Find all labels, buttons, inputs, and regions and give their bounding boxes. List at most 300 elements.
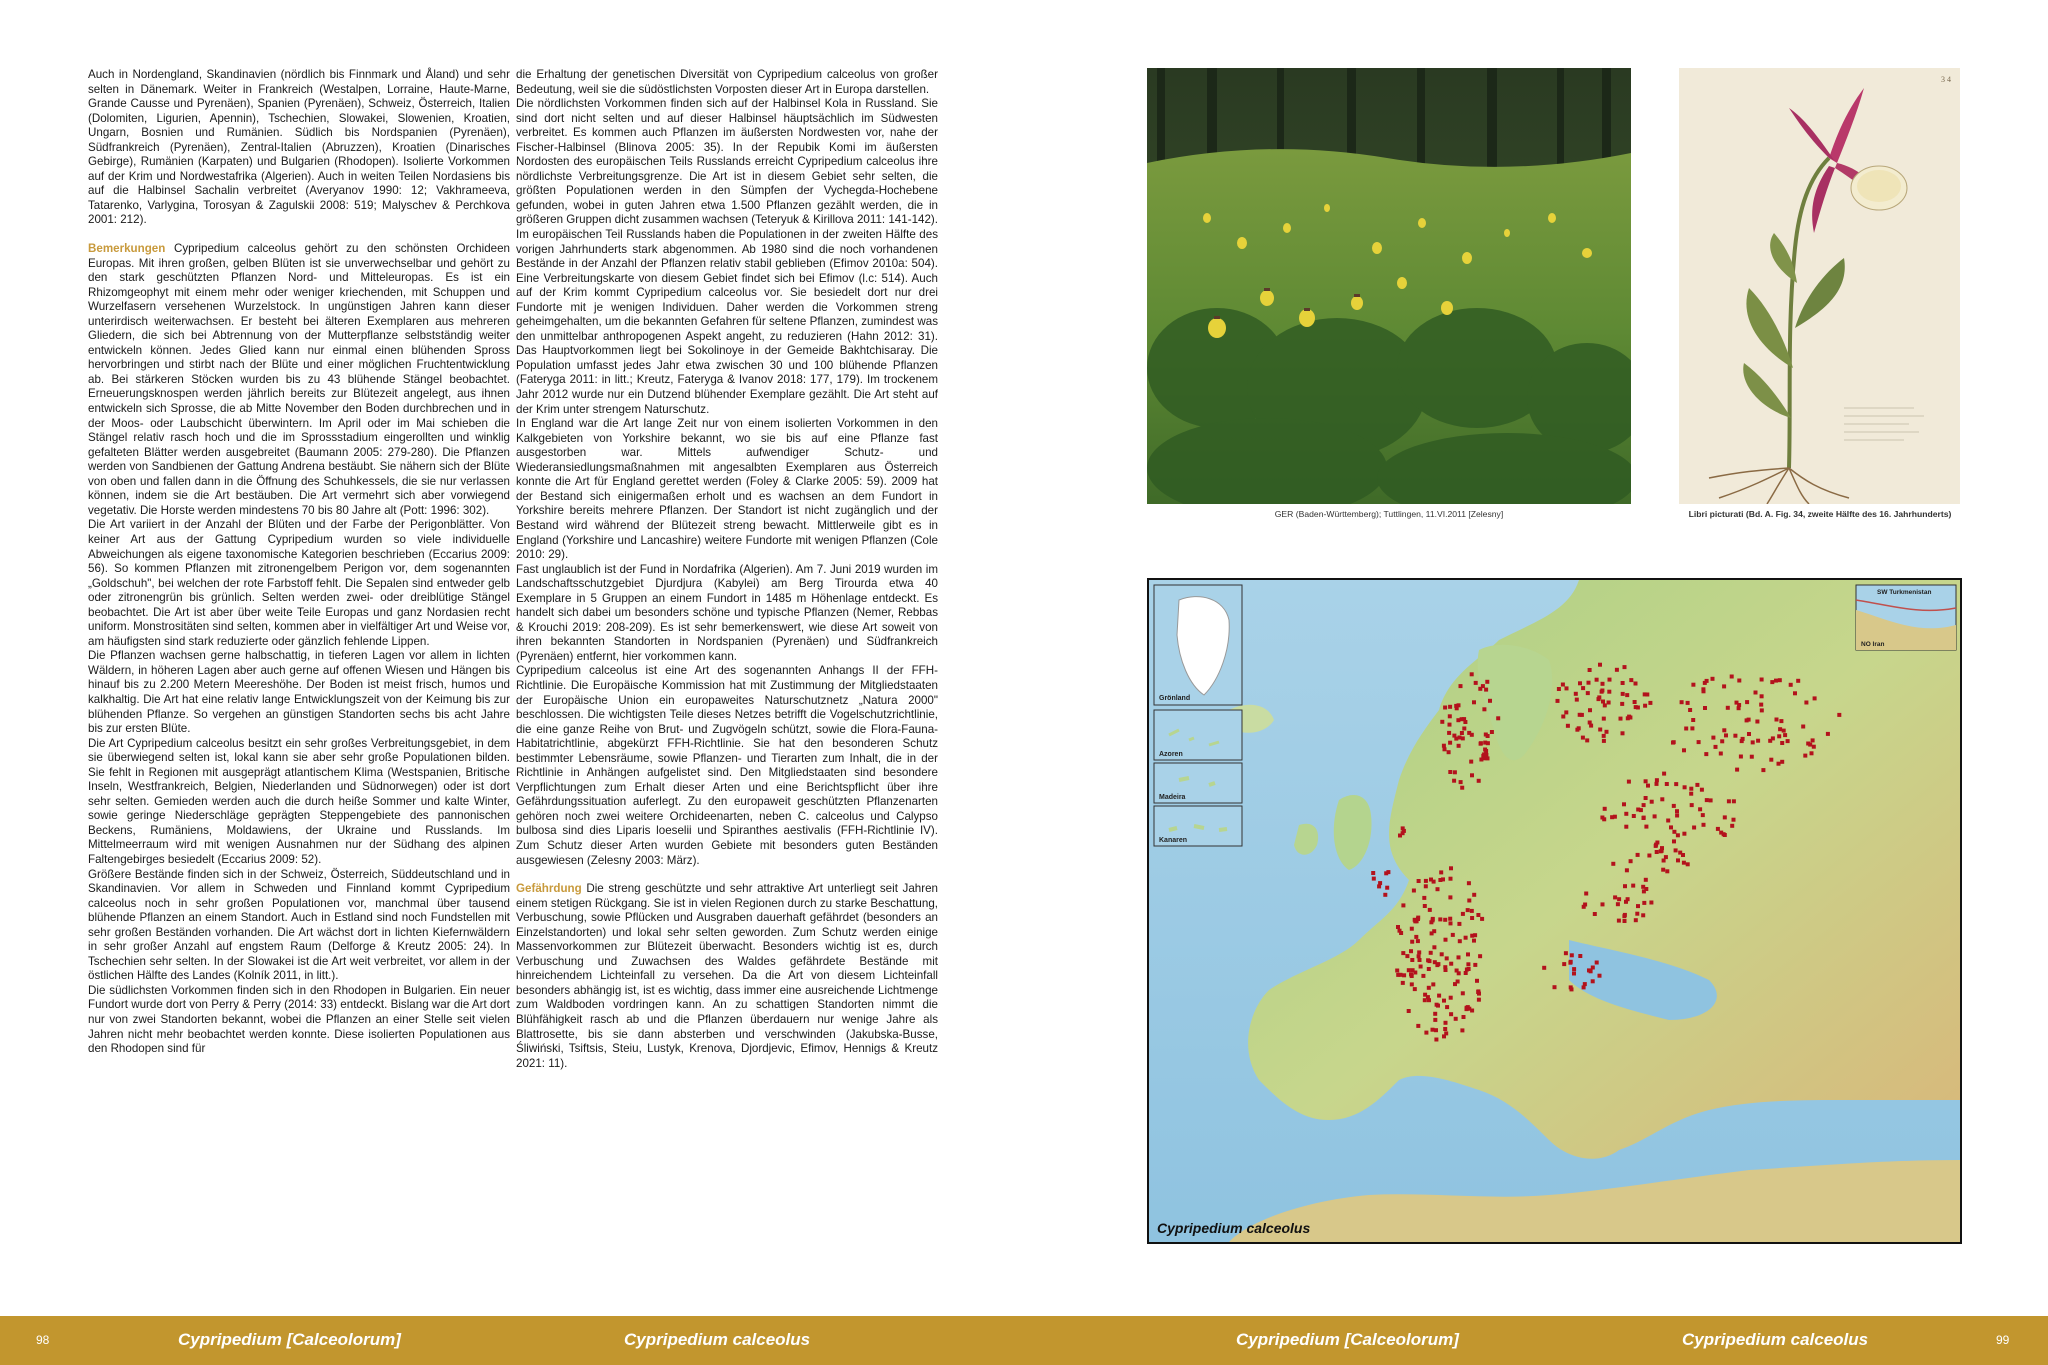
occurrence-dot	[1711, 677, 1715, 681]
occurrence-dot	[1575, 728, 1579, 732]
occurrence-dot	[1575, 698, 1579, 702]
occurrence-dot	[1653, 814, 1657, 818]
occurrence-dot	[1570, 987, 1574, 991]
occurrence-dot	[1607, 690, 1611, 694]
occurrence-dot	[1461, 991, 1465, 995]
occurrence-dot	[1674, 782, 1678, 786]
occurrence-dot	[1424, 884, 1428, 888]
occurrence-dot	[1760, 708, 1764, 712]
occurrence-dot	[1464, 971, 1468, 975]
occurrence-dot	[1434, 1028, 1438, 1032]
occurrence-dot	[1398, 834, 1402, 838]
occurrence-dot	[1714, 745, 1718, 749]
occurrence-dot	[1804, 701, 1808, 705]
occurrence-dot	[1803, 754, 1807, 758]
occurrence-dot	[1711, 736, 1715, 740]
paragraph-distribution: Auch in Nordengland, Skandinavien (nördlich bis Finnmark und Åland) und sehr selten in Dänemark. Weiter in Frankreich (Westalpen, Lorraine, Haute-Marne, Grande Causse und Pyrenäen), Spanien (Pyrenäen), Schweiz, Österreich, Italien (Dolomiten, Ligurien, Apennin), Tschechien, Slowakei, Slowenien, Kroatien, Ungarn, Bosnien und Rumänien. Südlich bis Nordspanien (Pyrenäen), Südfrankreich (Pyrenäen), Zentral-Italien (Abruzzen), Kroatien (Dinarisches Gebirge), Rumänien (Karpaten) und Bulgarien (Rhodopen). Isolierte Vorkommen auf der Krim und Nordwestafrika (Algerien). Auch in weiten Teilen Nordasiens bis auf die Halbinsel Sachalin verbreitet (Averyanov 1990: 12; Vakhrameeva, Tatarenko, Varlygina, Torosyan & Zagulskii 2008: 519; Malyschev & Perchkova 2001: 212).	[88, 68, 510, 227]
occurrence-dot	[1433, 1018, 1437, 1022]
occurrence-dot	[1553, 985, 1557, 989]
occurrence-dot	[1460, 786, 1464, 790]
occurrence-dot	[1624, 825, 1628, 829]
occurrence-dot	[1632, 814, 1636, 818]
occurrence-dot	[1676, 833, 1680, 837]
occurrence-dot	[1430, 931, 1434, 935]
occurrence-dot	[1447, 750, 1451, 754]
occurrence-dot	[1470, 1009, 1474, 1013]
occurrence-dot	[1813, 696, 1817, 700]
occurrence-dot	[1598, 974, 1602, 978]
occurrence-dot	[1477, 779, 1481, 783]
occurrence-dot	[1622, 914, 1626, 918]
paragraph-ffh: Cypripedium calceolus ist eine Art des sogenannten Anhangs II der FFH-Richtlinie. Die Europäische Kommission hat mit Zustimmung der Mitgliedstaaten der Europäische Union ein europaweites Naturschutznetz „Natura 2000" beschlossen. Die wichtigsten Teile dieses Netzes betrifft die Vogelschutzrichtlinie, die eine ganze Reihe von Brut- und Zugvögeln schützt, sowie die Flora-Fauna-Habitatrichtlinie, abgekürzt FFH-Richtlinie. Sie hat den besonderen Schutz bestimmter Lebensräume, sowie Pflanzen- und Tierarten zum Inhalt, die in der Richtlinie in Anhängen aufgelistet sind. Den Mitgliedstaaten sind besondere Verpflichtungen zum Erhalt dieser Arten und eine Berichtspflicht über ihre Gefährdungssituation auferlegt. Zu den europaweit geschützten Pflanzenarten gehören noch zwei weitere Orchideenarten, neben C. calceolus und Calypso bulbosa sind dies Liparis loeselii und Spiranthes aestivalis (FFH-Richtlinie IV). Zum Schutz dieser Arten wurden Gebiete mit besonders guten Beständen ausgewiesen (Zelesny 2003: März).	[516, 664, 938, 867]
inset-label-iran: NO Iran	[1861, 641, 1885, 648]
occurrence-dot	[1631, 884, 1635, 888]
occurrence-dot	[1448, 741, 1452, 745]
occurrence-dot	[1444, 1031, 1448, 1035]
occurrence-dot	[1448, 723, 1452, 727]
occurrence-dot	[1655, 782, 1659, 786]
occurrence-dot	[1467, 899, 1471, 903]
paragraph-kola: Die nördlichsten Vorkommen finden sich auf der Halbinsel Kola in Russland. Sie sind dort nicht selten und auf dieser Halbinsel häuptsächlich im Südwesten verbreitet. Es kommen auch Pflanzen im äußersten Nordwesten vor, nahe der Fischer-Halbinsel (Blinova 2005: 35). In der Repubik Komi im äußersten Nordosten des europäischen Teils Russlands erreicht Cypripedium calceolus ihre nördlichste Verbreitungsgrenze. Die Art ist in diesem Gebiet sehr selten, die größten Populationen werden in den Sümpfen der Vychegda-Hochebene gefunden, wobei in guten Jahren etwa 1.500 Pflanzen gezählt werden, die in größeren Gruppen dicht zusammen wachsen (Teteryuk & Kirillova 2011: 141-142). Im europäischen Teil Russlands haben die Populationen in der zweiten Hälfte des vorigen Jahrhunderts stark abgenommen. Ab 1980 sind die noch vorhandenen Bestände in der Anzahl der Pflanzen relativ stabil geblieben (Efimov 2010a: 504). Eine Verbreitungskarte von diesem Gebiet findet sich bei Efimov (l.c: 514). Auch auf der Krim kommt Cypripedium calceolus vor. Sie besiedelt dort nur drei Fundorte mit je wenigen Individuen. Daher werden die Vorkommen streng geheimgehalten, um die bekannten Gefahren für seltene Pflanzen, zumindest was den unmittelbar anthropogenen Aspekt angeht, zu reduzieren (Hahn 2012: 31). Das Hauptvorkommen liegt bei Sokolinoye in der Gemeide Bakhtchisaray. Die Population umfasst jedes Jahr etwa zwischen 30 und 100 blühende Pflanzen (Fateryga 2011: in litt.; Kreutz, Fateryga & Ivanov 2018: 177, 179). Im trockenem Jahr 2012 wurde nur ein Dutzend blühender Exemplare gezählt. Die Art steht auf der Krim unter strengem Naturschutz.	[516, 97, 938, 416]
occurrence-dot	[1647, 854, 1651, 858]
occurrence-dot	[1472, 700, 1476, 704]
occurrence-dot	[1661, 868, 1665, 872]
occurrence-dot	[1383, 893, 1387, 897]
page-number-left: 98	[36, 1333, 50, 1347]
occurrence-dot	[1562, 962, 1566, 966]
occurrence-dot	[1634, 682, 1638, 686]
occurrence-dot	[1691, 683, 1695, 687]
occurrence-dot	[1443, 1027, 1447, 1031]
occurrence-dot	[1426, 995, 1430, 999]
occurrence-dot	[1826, 732, 1830, 736]
occurrence-dot	[1644, 779, 1648, 783]
occurrence-dot	[1490, 730, 1494, 734]
occurrence-dot	[1407, 1009, 1411, 1013]
page-number-right: 99	[1996, 1333, 2010, 1347]
occurrence-dot	[1623, 919, 1627, 923]
occurrence-dot	[1428, 959, 1432, 963]
occurrence-dot	[1751, 740, 1755, 744]
occurrence-dot	[1485, 680, 1489, 684]
occurrence-dot	[1737, 703, 1741, 707]
occurrence-dot	[1462, 1015, 1466, 1019]
occurrence-dot	[1701, 687, 1705, 691]
occurrence-dot	[1745, 718, 1749, 722]
occurrence-dot	[1454, 704, 1458, 708]
occurrence-dot	[1443, 965, 1447, 969]
occurrence-dot	[1460, 717, 1464, 721]
occurrence-dot	[1464, 936, 1468, 940]
occurrence-dot	[1690, 803, 1694, 807]
occurrence-dot	[1556, 699, 1560, 703]
occurrence-dot	[1703, 681, 1707, 685]
occurrence-dot	[1780, 741, 1784, 745]
occurrence-dot	[1587, 681, 1591, 685]
occurrence-dot	[1459, 780, 1463, 784]
occurrence-dot	[1401, 903, 1405, 907]
occurrence-dot	[1561, 683, 1565, 687]
occurrence-dot	[1777, 734, 1781, 738]
occurrence-dot	[1644, 796, 1648, 800]
occurrence-dot	[1600, 689, 1604, 693]
occurrence-dot	[1440, 720, 1444, 724]
occurrence-dot	[1692, 826, 1696, 830]
occurrence-dot	[1378, 881, 1382, 885]
occurrence-dot	[1644, 825, 1648, 829]
occurrence-dot	[1396, 973, 1400, 977]
occurrence-dot	[1470, 916, 1474, 920]
occurrence-dot	[1586, 691, 1590, 695]
occurrence-dot	[1585, 738, 1589, 742]
occurrence-dot	[1542, 966, 1546, 970]
footer-bar	[0, 1316, 2048, 1365]
occurrence-dot	[1570, 953, 1574, 957]
occurrence-dot	[1636, 853, 1640, 857]
paragraph-populations: Größere Bestände finden sich in der Schweiz, Österreich, Süddeutschland und in Skandinavien. Vor allem in Schweden und Finnland kommt Cypripedium calceolus noch in sehr großen Populationen vor, manchmal über tausend blühende Pflanzen an einem Standort. Auch in Estland sind noch Fundstellen mit sehr großen Beständen vorhanden. Die Art wächst dort in lichten Kiefernwäldern in sehr großer Anzahl auf engstem Raum (Delforge & Kreutz 2005: 24). In Tschechien sehr selten. In der Slowakei ist die Art weit verbreitet, vor allem in der östlichen Hälfte des Landes (Kolník 2011, in litt.).	[88, 867, 510, 983]
occurrence-dot	[1732, 799, 1736, 803]
occurrence-dot	[1564, 710, 1568, 714]
occurrence-dot	[1432, 880, 1436, 884]
occurrence-dot	[1465, 968, 1469, 972]
occurrence-dot	[1808, 743, 1812, 747]
occurrence-dot	[1775, 718, 1779, 722]
inset-label-turkmenistan: SW Turkmenistan	[1877, 589, 1932, 596]
occurrence-dot	[1617, 919, 1621, 923]
occurrence-dot	[1642, 803, 1646, 807]
occurrence-dot	[1774, 679, 1778, 683]
running-head-species-left: Cypripedium calceolus	[624, 1330, 811, 1349]
occurrence-dot	[1578, 681, 1582, 685]
occurrence-dot	[1793, 691, 1797, 695]
occurrence-dot	[1582, 905, 1586, 909]
occurrence-dot	[1603, 703, 1607, 707]
occurrence-dot	[1643, 704, 1647, 708]
occurrence-dot	[1385, 886, 1389, 890]
occurrence-dot	[1410, 927, 1414, 931]
occurrence-dot	[1398, 929, 1402, 933]
occurrence-dot	[1482, 707, 1486, 711]
occurrence-dot	[1701, 813, 1705, 817]
occurrence-dot	[1454, 1017, 1458, 1021]
occurrence-dot	[1433, 1012, 1437, 1016]
occurrence-dot	[1439, 870, 1443, 874]
occurrence-dot	[1459, 684, 1463, 688]
occurrence-dot	[1581, 736, 1585, 740]
occurrence-dot	[1654, 843, 1658, 847]
inset-label-madeira: Madeira	[1159, 794, 1186, 801]
occurrence-dot	[1457, 955, 1461, 959]
occurrence-dot	[1413, 987, 1417, 991]
occurrence-dot	[1811, 738, 1815, 742]
occurrence-dot	[1427, 967, 1431, 971]
occurrence-dot	[1457, 744, 1461, 748]
occurrence-dot	[1760, 694, 1764, 698]
occurrence-dot	[1371, 871, 1375, 875]
occurrence-dot	[1429, 951, 1433, 955]
occurrence-dot	[1442, 999, 1446, 1003]
occurrence-dot	[1598, 728, 1602, 732]
occurrence-dot	[1672, 804, 1676, 808]
occurrence-dot	[1470, 773, 1474, 777]
occurrence-dot	[1449, 921, 1453, 925]
occurrence-dot	[1686, 862, 1690, 866]
occurrence-dot	[1466, 952, 1470, 956]
occurrence-dot	[1445, 1005, 1449, 1009]
occurrence-dot	[1601, 682, 1605, 686]
paragraph-rhodopes: Die südlichsten Vorkommen finden sich in den Rhodopen in Bulgarien. Ein neuer Fundort wurde dort von Perry & Perry (2014: 33) entdeckt. Bislang war die Art dort nur von zwei Standorten bekannt, wobei die Pflanzen an einer Stelle seit vielen Jahren nicht mehr beobachtet werden konnte. Diese isolierten Populationen aus den Rhodopen sind für	[88, 983, 510, 1056]
running-head-species-right: Cypripedium calceolus	[1682, 1330, 1869, 1349]
occurrence-dot	[1754, 691, 1758, 695]
occurrence-dot	[1486, 756, 1490, 760]
occurrence-dot	[1700, 788, 1704, 792]
paragraph-diversity: die Erhaltung der genetischen Diversität von Cypripedium calceolus von großer Bedeutung, weil sie die südöstlichsten Vorposten dieser Art in Europa darstellen.	[516, 68, 938, 96]
occurrence-dot	[1716, 827, 1720, 831]
occurrence-dot	[1686, 701, 1690, 705]
occurrence-dot	[1412, 889, 1416, 893]
occurrence-dot	[1458, 939, 1462, 943]
inset-label-azoren: Azoren	[1159, 751, 1183, 758]
occurrence-dot	[1720, 739, 1724, 743]
illustration-caption: Libri picturati (Bd. A. Fig. 34, zweite Hälfte des 16. Jahrhunderts)	[1688, 509, 1952, 519]
occurrence-dot	[1453, 982, 1457, 986]
occurrence-dot	[1642, 901, 1646, 905]
occurrence-dot	[1424, 1031, 1428, 1035]
occurrence-dot	[1416, 1024, 1420, 1028]
occurrence-dot	[1682, 861, 1686, 865]
occurrence-dot	[1600, 816, 1604, 820]
occurrence-dot	[1747, 732, 1751, 736]
occurrence-dot	[1476, 989, 1480, 993]
occurrence-dot	[1588, 668, 1592, 672]
occurrence-dot	[1680, 700, 1684, 704]
occurrence-dot	[1583, 982, 1587, 986]
occurrence-dot	[1703, 706, 1707, 710]
occurrence-dot	[1460, 1028, 1464, 1032]
occurrence-dot	[1580, 713, 1584, 717]
occurrence-dot	[1568, 961, 1572, 965]
occurrence-dot	[1639, 808, 1643, 812]
occurrence-dot	[1443, 706, 1447, 710]
occurrence-dot	[1595, 678, 1599, 682]
occurrence-dot	[1642, 816, 1646, 820]
occurrence-dot	[1789, 683, 1793, 687]
occurrence-dot	[1584, 892, 1588, 896]
occurrence-dot	[1561, 715, 1565, 719]
occurrence-dot	[1443, 918, 1447, 922]
occurrence-dot	[1603, 807, 1607, 811]
occurrence-dot	[1574, 692, 1578, 696]
occurrence-dot	[1442, 744, 1446, 748]
paragraph-variation: Die Art variiert in der Anzahl der Blüten und der Farbe der Perigonblätter. Von keiner Art aus der Gattung Cypripedium wurden so viele individuelle Abweichungen als eigene taxonomische Kategorien beschrieben (Eccarius 2009: 56). So kommen Pflanzen mit zitronengelbem Perigon vor, dem sogenannten „Goldschuh", bei welchen der rote Farbstoff fehlt. Die Sepalen sind entweder gelb oder zitronengrün bis grünlich. Selten werden zwei- oder dreiblütige Stängel beobachtet. Die Art ist aber über weite Teile Europas und ganz Nordasien recht uniform. Monstrositäten sind selten, kommen aber in vielfältiger Art und Weise vor, am häufigsten sind stark reduzierte oder gänzlich fehlende Lippen.	[88, 518, 510, 648]
occurrence-dot	[1619, 717, 1623, 721]
occurrence-dot	[1723, 833, 1727, 837]
occurrence-dot	[1635, 912, 1639, 916]
occurrence-dot	[1623, 665, 1627, 669]
occurrence-dot	[1572, 972, 1576, 976]
occurrence-dot	[1777, 762, 1781, 766]
occurrence-dot	[1467, 881, 1471, 885]
occurrence-dot	[1465, 1006, 1469, 1010]
occurrence-dot	[1421, 974, 1425, 978]
occurrence-dot	[1478, 954, 1482, 958]
occurrence-dot	[1675, 809, 1679, 813]
occurrence-dot	[1432, 945, 1436, 949]
orchid-meadow-photo	[1147, 68, 1631, 504]
occurrence-dot	[1593, 912, 1597, 916]
occurrence-dot	[1395, 969, 1399, 973]
occurrence-dot	[1645, 693, 1649, 697]
occurrence-dot	[1629, 678, 1633, 682]
occurrence-dot	[1588, 721, 1592, 725]
occurrence-dot	[1401, 981, 1405, 985]
occurrence-dot	[1402, 829, 1406, 833]
occurrence-dot	[1478, 687, 1482, 691]
occurrence-dot	[1641, 885, 1645, 889]
occurrence-dot	[1608, 678, 1612, 682]
occurrence-dot	[1453, 770, 1457, 774]
occurrence-dot	[1726, 706, 1730, 710]
remarks-text: Cypripedium calceolus gehört zu den schönsten Orchideen Europas. Mit ihren großen, gelben Blüten ist sie unverwechselbar und gehört zu den stark geschützten Pflanzen Nord- und Mitteleuropas. Es ist ein Rhizomgeophyt mit einem mehr oder weniger kriechenden, mit Schuppen und Wurzelfasern versehenen Wurzelstock. In ungünstigen Jahren kann dieser unterirdisch weiterwachsen. Er besteht bei älteren Exemplaren aus mehreren Gliedern, die sich bei Abtrennung von der Mutterpflanze selbstständig weiter entwickeln können. Jedes Glied kann nur einmal einen blühenden Spross hervorbringen und stirbt nach der Blüte und einer möglichen Fruchtentwicklung ab. Bei stärkeren Stöcken wurden bis zu 43 blühende Stängel beobachtet. Erneuerungsknospen werden jährlich bereits zur Blütezeit angelegt, aus ihnen entwickeln sich Sprosse, die ab Mitte November den Boden durchbrechen und in der Moos- oder Laubschicht überwintern. Im April oder im Mai schieben die Stängel relativ rasch hoch und die im Sprossstadium eingerollten und winklig gefalteten Blätter werden ausgebreitet (Baumann 2005: 279-280). Die Pflanzen werden von Sandbienen der Gattung Andrena bestäubt. Sie nähern sich der Blüte von oben und fallen dann in die Öffnung des Schuhkessels, die sie nur verlassen können, indem sie die Art bestäuben. Die Art vermehrt sich aber vorwiegend vegetativ. Die Horste werden mindestens 70 bis 80 Jahre alt (Pott: 1996: 302).	[88, 242, 510, 517]
occurrence-dot	[1629, 859, 1633, 863]
occurrence-dot	[1443, 747, 1447, 751]
occurrence-dot	[1733, 734, 1737, 738]
occurrence-dot	[1740, 739, 1744, 743]
occurrence-dot	[1644, 878, 1648, 882]
occurrence-dot	[1447, 731, 1451, 735]
occurrence-dot	[1413, 971, 1417, 975]
occurrence-dot	[1488, 699, 1492, 703]
occurrence-dot	[1695, 783, 1699, 787]
occurrence-dot	[1682, 748, 1686, 752]
occurrence-dot	[1484, 688, 1488, 692]
occurrence-dot	[1665, 869, 1669, 873]
occurrence-dot	[1719, 752, 1723, 756]
occurrence-dot	[1796, 679, 1800, 683]
occurrence-dot	[1440, 952, 1444, 956]
occurrence-dot	[1755, 720, 1759, 724]
occurrence-dot	[1474, 681, 1478, 685]
occurrence-dot	[1732, 818, 1736, 822]
occurrence-dot	[1472, 939, 1476, 943]
occurrence-dot	[1621, 731, 1625, 735]
photo-caption: GER (Baden-Württemberg); Tuttlingen, 11.VI.2011 [Zelesny]	[1274, 509, 1504, 519]
occurrence-dot	[1427, 986, 1431, 990]
occurrence-dot	[1722, 684, 1726, 688]
occurrence-dot	[1613, 815, 1617, 819]
occurrence-dot	[1457, 971, 1461, 975]
occurrence-dot	[1660, 797, 1664, 801]
occurrence-dot	[1448, 895, 1452, 899]
occurrence-dot	[1626, 897, 1630, 901]
occurrence-dot	[1705, 798, 1709, 802]
occurrence-dot	[1444, 938, 1448, 942]
occurrence-dot	[1578, 954, 1582, 958]
occurrence-dot	[1475, 979, 1479, 983]
threat-text: Die streng geschützte und sehr attraktive Art unterliegt seit Jahren einem stetigen Rückgang. Sie ist in vielen Regionen durch zu starke Beschattung, Verbuschung, sowie Pflücken und Ausgraben dauerhaft gefährdet (besonders an Einzelstandorten) und lokal sehr selten geworden. Zum Schutz werden einige Massenvorkommen zur Blütezeit überwacht. Besonders wichtig ist es, durch Verbuschung und Zuwachsen des Waldes gefährdete Bestände mit hinreichendem Lichteinfall zu versehen. Da die Art von diesem Lichteinfall besonders abhängig ist, ist es wichtig, dass immer eine ausreichende Lichtmenge zum Waldboden vordringen kann. An zu schattigen Standorten nimmt die Blühfähigkeit rasch ab und die Pflanzen überdauern nur wenige Jahre als Blattrosette, bis sie dann absterben und verschwinden (Jakubska-Busse, Śliwiński, Tsiftsis, Steiu, Lustyk, Krenova, Djordjevic, Efimov, Hennigs & Kreutz 2021: 11).	[516, 882, 938, 1070]
occurrence-dot	[1782, 729, 1786, 733]
map-title: Cypripedium calceolus	[1157, 1220, 1311, 1236]
occurrence-dot	[1786, 739, 1790, 743]
occurrence-dot	[1591, 966, 1595, 970]
occurrence-dot	[1759, 703, 1763, 707]
occurrence-dot	[1730, 824, 1734, 828]
occurrence-dot	[1702, 823, 1706, 827]
occurrence-dot	[1470, 909, 1474, 913]
occurrence-dot	[1572, 967, 1576, 971]
occurrence-dot	[1675, 814, 1679, 818]
occurrence-dot	[1483, 741, 1487, 745]
occurrence-dot	[1655, 850, 1659, 854]
occurrence-dot	[1496, 716, 1500, 720]
occurrence-dot	[1438, 878, 1442, 882]
occurrence-dot	[1611, 862, 1615, 866]
occurrence-dot	[1691, 718, 1695, 722]
occurrence-dot	[1428, 908, 1432, 912]
occurrence-dot	[1617, 897, 1621, 901]
occurrence-dot	[1436, 887, 1440, 891]
occurrence-dot	[1422, 896, 1426, 900]
occurrence-dot	[1620, 702, 1624, 706]
occurrence-dot	[1689, 792, 1693, 796]
occurrence-dot	[1649, 901, 1653, 905]
occurrence-dot	[1416, 939, 1420, 943]
occurrence-dot	[1664, 855, 1668, 859]
occurrence-dot	[1410, 958, 1414, 962]
occurrence-dot	[1723, 815, 1727, 819]
occurrence-dot	[1709, 798, 1713, 802]
occurrence-dot	[1636, 904, 1640, 908]
occurrence-dot	[1642, 889, 1646, 893]
occurrence-dot	[1396, 925, 1400, 929]
occurrence-dot	[1812, 745, 1816, 749]
occurrence-dot	[1407, 968, 1411, 972]
occurrence-dot	[1417, 879, 1421, 883]
occurrence-dot	[1372, 877, 1376, 881]
occurrence-dot	[1449, 996, 1453, 1000]
distribution-map	[1147, 578, 1962, 1244]
occurrence-dot	[1470, 733, 1474, 737]
occurrence-dot	[1479, 758, 1483, 762]
occurrence-dot	[1724, 733, 1728, 737]
paragraph-range: Die Art Cypripedium calceolus besitzt ein sehr großes Verbreitungsgebiet, in dem sie überwiegend selten ist, lokal kann sie aber sehr große Populationen bilden. Sie fehlt in Regionen mit ausgeprägt atlantischem Klima (Westspanien, Britische Inseln, Westfrankreich, Belgien, Niederlanden und Südnorwegen) oder ist dort sehr selten. Gemieden werden auch die durch heiße Sommer und kalte Winter, sowie geringe Niederschläge geprägten Steppengebiete des pannonischen Beckens, Rumäniens, Moldawiens, der Ukraine und Russlands. Im Mittelmeerraum wird mit wenigen Ausnahmen nur der Südhang des alpinen Faltengebirges besiedelt (Eccarius 2009: 52).	[88, 736, 510, 866]
occurrence-dot	[1588, 708, 1592, 712]
occurrence-dot	[1672, 839, 1676, 843]
occurrence-dot	[1662, 772, 1666, 776]
occurrence-dot	[1476, 913, 1480, 917]
occurrence-dot	[1410, 940, 1414, 944]
occurrence-dot	[1598, 663, 1602, 667]
occurrence-dot	[1769, 758, 1773, 762]
occurrence-dot	[1672, 830, 1676, 834]
occurrence-dot	[1634, 918, 1638, 922]
occurrence-dot	[1416, 917, 1420, 921]
occurrence-dot	[1410, 974, 1414, 978]
occurrence-dot	[1449, 1012, 1453, 1016]
occurrence-dot	[1601, 902, 1605, 906]
occurrence-dot	[1676, 858, 1680, 862]
occurrence-dot	[1648, 701, 1652, 705]
occurrence-dot	[1480, 917, 1484, 921]
occurrence-dot	[1650, 800, 1654, 804]
occurrence-dot	[1689, 787, 1693, 791]
occurrence-dot	[1437, 994, 1441, 998]
occurrence-dot	[1636, 706, 1640, 710]
occurrence-dot	[1621, 681, 1625, 685]
occurrence-dot	[1401, 951, 1405, 955]
occurrence-dot	[1448, 714, 1452, 718]
occurrence-dot	[1386, 870, 1390, 874]
